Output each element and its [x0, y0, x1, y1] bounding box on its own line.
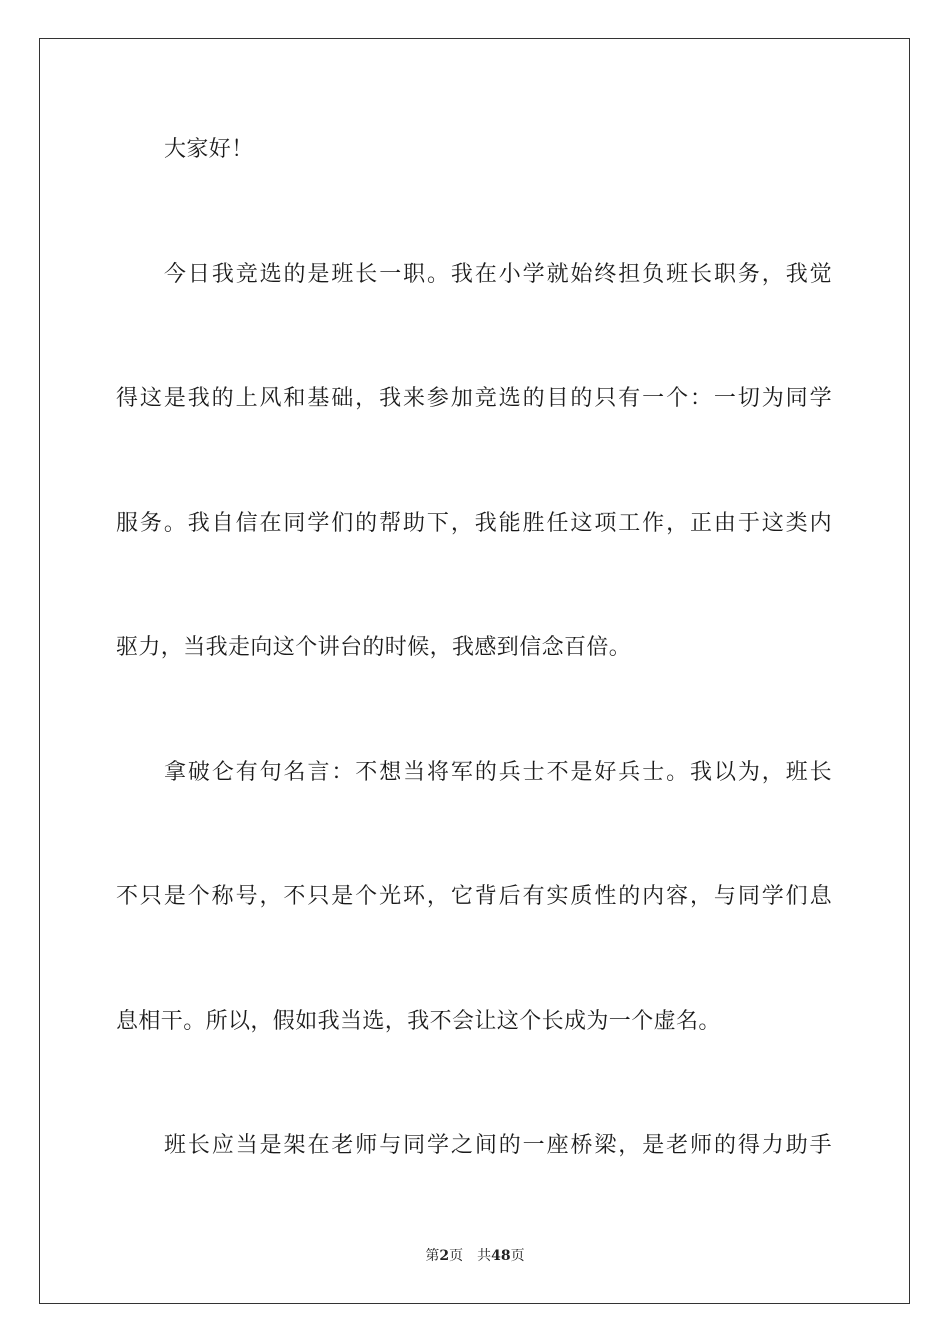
page-suffix: 页 [449, 1248, 464, 1264]
paragraph-2-line-3: 息相干。所以，假如我当选，我不会让这个长成为一个虚名。 [116, 1009, 721, 1034]
paragraph-1-line-1: 今日我竞选的是班长一职。我在小学就始终担负班长职务，我觉 [164, 262, 832, 287]
page-number: 2 [439, 1248, 450, 1264]
page-border [39, 38, 910, 1304]
total-pages: 48 [491, 1248, 511, 1264]
total-suffix: 页 [510, 1248, 525, 1264]
page-footer [0, 1247, 950, 1265]
paragraph-3-line-1: 班长应当是架在老师与同学之间的一座桥梁，是老师的得力助手 [164, 1133, 832, 1158]
page-prefix: 第 [425, 1248, 440, 1264]
greeting-line: 大家好！ [164, 137, 254, 162]
paragraph-1-line-3: 服务。我自信在同学们的帮助下，我能胜任这项工作，正由于这类内 [116, 511, 832, 536]
total-prefix: 共 [477, 1248, 492, 1264]
paragraph-2-line-2: 不只是个称号，不只是个光环，它背后有实质性的内容，与同学们息 [116, 884, 832, 909]
paragraph-2-line-1: 拿破仑有句名言：不想当将军的兵士不是好兵士。我以为，班长 [164, 760, 832, 785]
paragraph-1-line-2: 得这是我的上风和基础，我来参加竞选的目的只有一个：一切为同学 [116, 386, 832, 411]
paragraph-1-line-4: 驱力，当我走向这个讲台的时候，我感到信念百倍。 [116, 635, 632, 660]
